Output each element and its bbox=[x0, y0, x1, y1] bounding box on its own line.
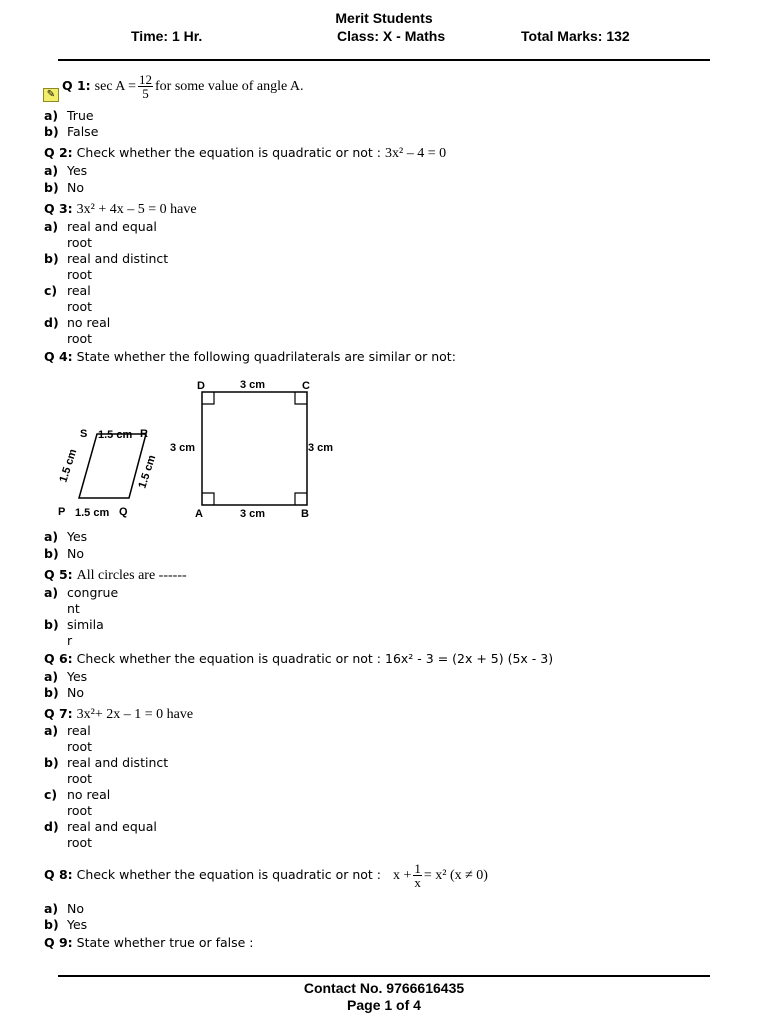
header-rule bbox=[58, 59, 710, 61]
label-top-big: 3 cm bbox=[240, 379, 266, 391]
marks-label: Total Marks: 132 bbox=[521, 28, 630, 44]
label-right-big: 3 cm bbox=[308, 442, 334, 454]
school-name: Merit Students bbox=[335, 10, 433, 26]
q7-option-d[interactable]: d) real and equal root bbox=[44, 819, 157, 850]
question-9: Q 9: State whether true or false : bbox=[44, 935, 254, 950]
q6-option-a[interactable]: a) Yes bbox=[44, 669, 88, 684]
label-a: A bbox=[195, 508, 203, 520]
q1-option-b[interactable]: b) False bbox=[44, 124, 99, 139]
question-5: Q 5: All circles are ------ bbox=[44, 567, 187, 583]
label-d: D bbox=[197, 380, 205, 392]
contact-number: Contact No. 9766616435 bbox=[303, 980, 465, 996]
q3-option-b[interactable]: b) real and distinct root bbox=[44, 251, 169, 282]
q7-option-c[interactable]: c) no real root bbox=[44, 787, 111, 818]
q7-option-a[interactable]: a) real root bbox=[44, 723, 93, 754]
q5-option-a[interactable]: a) congrue nt bbox=[44, 585, 119, 616]
question-8: Q 8: Check whether the equation is quadratic or not : x + $\frac{1}{x}$ = x² (x ≠ 0) bbox=[44, 861, 488, 890]
label-r: R bbox=[140, 428, 148, 440]
parallelogram-pqrs bbox=[79, 434, 146, 498]
page-number: Page 1 of 4 bbox=[347, 997, 421, 1013]
q3-option-c[interactable]: c) real root bbox=[44, 283, 93, 314]
label-p: P bbox=[58, 506, 66, 518]
q1-option-a[interactable]: a) True bbox=[44, 108, 94, 123]
label-top-small: 1.5 cm bbox=[98, 429, 133, 441]
label-bottom-small: 1.5 cm bbox=[75, 507, 110, 519]
q3-option-a[interactable]: a) real and equal root bbox=[44, 219, 157, 250]
question-7: Q 7: 3x²+ 2x – 1 = 0 have bbox=[44, 706, 194, 722]
label-c: C bbox=[302, 380, 310, 392]
q5-option-b[interactable]: b) simila r bbox=[44, 617, 104, 648]
question-6: Q 6: Check whether the equation is quadratic or not : 16x² - 3 = (2x + 5) (5x - 3) bbox=[44, 651, 554, 666]
label-left-big: 3 cm bbox=[170, 442, 196, 454]
q3-option-d[interactable]: d) no real root bbox=[44, 315, 111, 346]
fraction: $\frac{1}{x}$ bbox=[414, 861, 421, 890]
q4-option-b[interactable]: b) No bbox=[44, 546, 84, 561]
question-1: Q 1: sec A = $\frac{12}{5}$ for some value of angle A. bbox=[62, 72, 304, 101]
square-abcd bbox=[202, 392, 307, 505]
q4-option-a[interactable]: a) Yes bbox=[44, 529, 88, 544]
question-4: Q 4: State whether the following quadrilaterals are similar or not: bbox=[44, 349, 456, 364]
class-label: Class: X - Maths bbox=[337, 28, 446, 44]
time-label: Time: 1 Hr. bbox=[131, 28, 203, 44]
question-2: Q 2: Check whether the equation is quadratic or not : 3x² – 4 = 0 bbox=[44, 145, 447, 161]
label-bottom-big: 3 cm bbox=[240, 508, 266, 520]
label-q: Q bbox=[119, 506, 128, 518]
q2-option-a[interactable]: a) Yes bbox=[44, 163, 88, 178]
label-b: B bbox=[301, 508, 309, 520]
label-right-small: 1.5 cm bbox=[136, 453, 159, 490]
question-3: Q 3: 3x² + 4x – 5 = 0 have bbox=[44, 201, 197, 217]
fraction: $\frac{12}{5}$ bbox=[139, 72, 153, 101]
q8-option-b[interactable]: b) Yes bbox=[44, 917, 88, 932]
q7-option-b[interactable]: b) real and distinct root bbox=[44, 755, 169, 786]
label-left-small: 1.5 cm bbox=[57, 447, 80, 484]
q2-option-b[interactable]: b) No bbox=[44, 180, 84, 195]
note-icon[interactable]: ✎ bbox=[43, 88, 59, 102]
label-s: S bbox=[80, 428, 88, 440]
quadrilaterals-figure bbox=[50, 374, 350, 522]
q8-option-a[interactable]: a) No bbox=[44, 901, 84, 916]
footer-rule bbox=[58, 975, 710, 977]
q6-option-b[interactable]: b) No bbox=[44, 685, 84, 700]
